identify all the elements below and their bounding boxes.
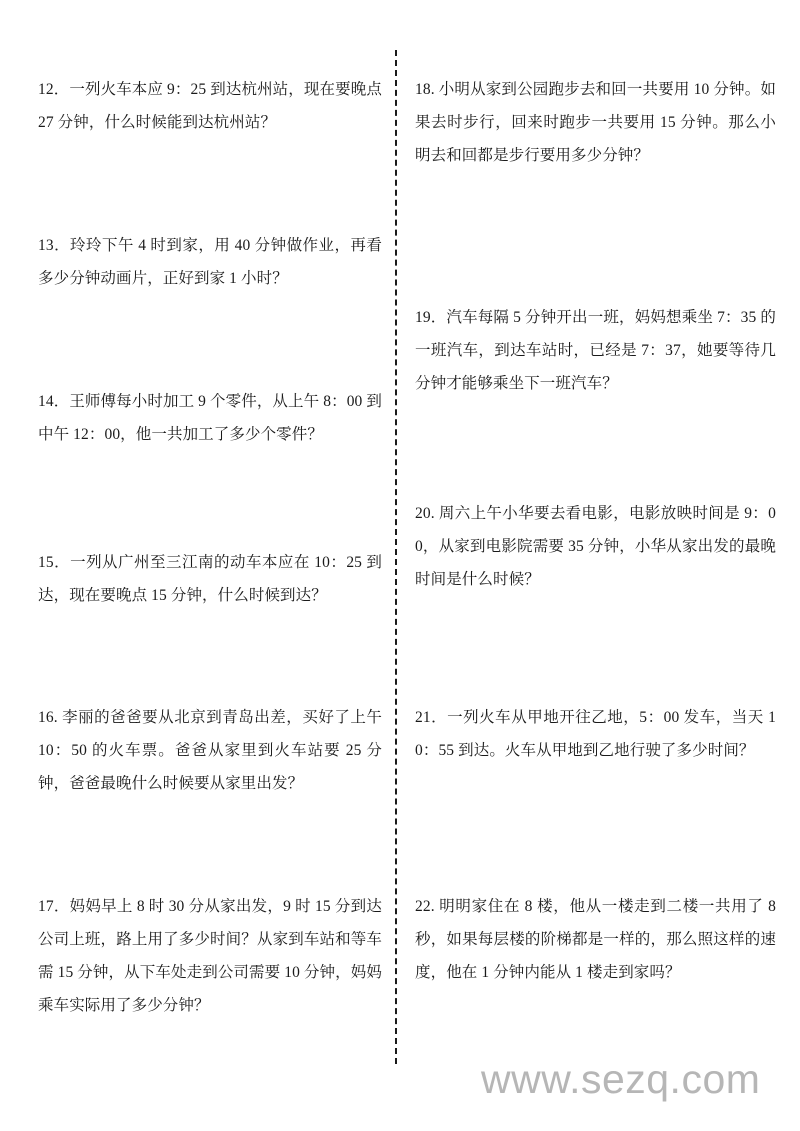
left-column xyxy=(0,0,396,1131)
question-22: 22. 明明家住在 8 楼，他从一楼走到二楼一共用了 8 秒，如果每层楼的阶梯都是一样的，那么照这样的速度，他在 1 分钟内能从 1 楼走到家吗？ xyxy=(415,897,776,981)
question-21: 21．一列火车从甲地开往乙地，5：00 发车，当天 10：55 到达。火车从甲地到乙地行驶了多少时间？ xyxy=(415,708,776,759)
question-20: 20. 周六上午小华要去看电影，电影放映时间是 9：00，从家到电影院需要 35 分钟，小华从家出发的最晚时间是什么时候？ xyxy=(415,504,776,588)
question-12: 12．一列火车本应 9：25 到达杭州站，现在要晚点 27 分钟，什么时候能到达杭州站？ xyxy=(38,80,382,131)
question-14: 14．王师傅每小时加工 9 个零件，从上午 8：00 到中午 12：00，他一共加工了多少个零件？ xyxy=(38,392,382,443)
right-column xyxy=(396,0,800,1131)
question-17: 17．妈妈早上 8 时 30 分从家出发，9 时 15 分到达公司上班，路上用了多少时间？从家到车站和等车需 15 分钟，从下车处走到公司需要 10 分钟，妈妈乘车实际用了多少分钟？ xyxy=(38,897,382,1014)
question-19: 19．汽车每隔 5 分钟开出一班，妈妈想乘坐 7：35 的一班汽车，到达车站时，已经是 7：37，她要等待几分钟才能够乘坐下一班汽车？ xyxy=(415,308,776,392)
question-13: 13．玲玲下午 4 时到家，用 40 分钟做作业，再看多少分钟动画片，正好到家 1 小时？ xyxy=(38,236,382,287)
question-18: 18. 小明从家到公园跑步去和回一共要用 10 分钟。如果去时步行，回来时跑步一共要用 15 分钟。那么小明去和回都是步行要用多少分钟？ xyxy=(415,80,776,164)
question-15: 15．一列从广州至三江南的动车本应在 10：25 到达，现在要晚点 15 分钟，什么时候到达？ xyxy=(38,553,382,604)
question-16: 16. 李丽的爸爸要从北京到青岛出差，买好了上午 10：50 的火车票。爸爸从家里到火车站要 25 分钟，爸爸最晚什么时候要从家里出发？ xyxy=(38,708,382,792)
site-watermark: www.sezq.com xyxy=(481,1056,761,1102)
